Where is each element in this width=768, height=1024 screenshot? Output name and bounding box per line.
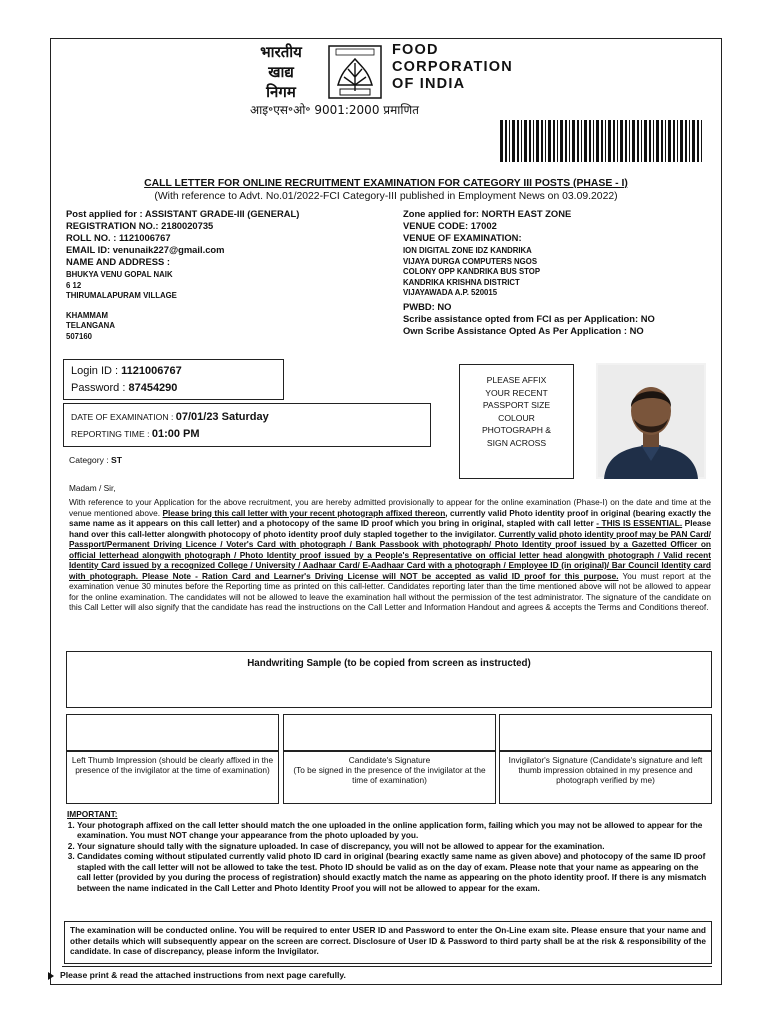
barcode-bar [572, 120, 575, 162]
password [71, 380, 283, 397]
barcode-bar [565, 120, 567, 162]
photo-instruction-line: PASSPORT SIZE [482, 400, 551, 410]
admission-instructions [69, 497, 711, 613]
venue-line: KANDRIKA KRISHNA DISTRICT [403, 277, 520, 287]
arrow-right-icon [48, 972, 54, 980]
barcode-bar [557, 120, 558, 162]
thumb-impression-box [66, 714, 279, 751]
candidate-photo [596, 363, 706, 479]
invigilator-signature-caption: Invigilator's Signature (Candidate's signature and left thumb impression obtained in my presence and photograph verified by me) [508, 755, 703, 785]
barcode-bar [596, 120, 599, 162]
name-address-label: NAME AND ADDRESS : [66, 256, 170, 267]
exam-schedule-box [63, 403, 431, 447]
barcode-bar [617, 120, 618, 162]
barcode-bar [536, 120, 539, 162]
login-box [63, 359, 284, 400]
login-id-value: 1121006767 [121, 365, 182, 377]
thumb-impression-caption: Left Thumb Impression (should be clearly affixed in the presence of the invigilator at the time of examination) [71, 755, 274, 775]
barcode-bar [608, 120, 611, 162]
password-value: 87454290 [128, 382, 178, 394]
barcode-bar [605, 120, 606, 162]
photo-instruction-line: COLOUR [498, 412, 535, 423]
login-id [71, 363, 283, 380]
barcode-bar [677, 120, 678, 162]
barcode-bar [661, 120, 663, 162]
barcode-bar [601, 120, 603, 162]
barcode-bar [656, 120, 659, 162]
address-line: TELANGANA [66, 321, 115, 330]
iso-certification: आइ॰एस॰ओ॰ 9001:2000 प्रमाणित [250, 103, 420, 117]
address-line: KHAMMAM [66, 310, 109, 320]
photo-instruction-line: PHOTOGRAPH & [481, 425, 552, 435]
barcode-bar [500, 120, 503, 162]
barcode-bar [545, 120, 546, 162]
barcode-bar [668, 120, 671, 162]
important-item: 2. Your signature should tally with the signature uploaded. In case of discrepancy, you will not be allowed to appear for the examination. [77, 841, 713, 852]
hindi-name-line: खाद्य [268, 63, 294, 81]
barcode-bar [673, 120, 675, 162]
barcode-bar [569, 120, 570, 162]
photo-instruction-line: SIGN ACROSS [486, 437, 547, 448]
venue-details [403, 208, 655, 337]
english-name-line: CORPORATION [392, 59, 513, 75]
barcode-bar [620, 120, 623, 162]
instruction-text-bold: , currently valid Photo identity proof in original (bearing exactly the same name as it appears on this call letter) and a photocopy of the same ID proof which you bring in original, stapled with call letter [69, 507, 712, 528]
barcode-bar [685, 120, 687, 162]
barcode-bar [533, 120, 534, 162]
english-name-line: FOOD [392, 42, 439, 58]
candidate-signature-box [283, 714, 496, 751]
barcode-icon [500, 120, 706, 162]
instruction-text-bold: Currently valid photo identity proof may be PAN Card/ Passport/Permanent Driving Licence / Voter's Card with photograph / Bank Passbook with photograph/ Photo Identity proof issued by a Gazetted Officer on official letterhead alongwith photograph / Photo Identity proof issued by a People's Representative on official letter head alongwith photograph / Valid recent Identity Card issued by a recognized College / University / Aadhaar Card/ E-Aadhaar Card with a photograph / Employee ID (in original)/ Bar Council Identity card with photograph. Please Note - Ration Card and Learner's Driving License will NOT be accepted as valid ID proof for this purpose. [69, 528, 711, 581]
barcode-bar [548, 120, 551, 162]
venue-line: VIJAYA DURGA COMPUTERS NGOS [403, 256, 538, 266]
barcode-bar [641, 120, 642, 162]
barcode-bar [560, 120, 563, 162]
reporting-time-value: 01:00 PM [151, 428, 200, 440]
barcode-bar [613, 120, 615, 162]
instruction-text-bold: Please bring this call letter with your recent photograph affixed thereon [162, 507, 446, 518]
barcode-bar [649, 120, 651, 162]
candidate-details [66, 208, 299, 342]
barcode-bar [529, 120, 531, 162]
roll-number: ROLL NO. : 1121006767 [66, 232, 171, 243]
barcode-bar [581, 120, 582, 162]
registration-number: REGISTRATION NO.: 2180020735 [66, 220, 214, 231]
barcode-bar [517, 120, 519, 162]
instruction-text-bold: Please hand over this call-letter alongwith photocopy of photo identity proof duly stapled together to the invigilator. [69, 518, 711, 539]
barcode-bar [593, 120, 594, 162]
barcode-bar [653, 120, 654, 162]
login-id-label: Login ID : [71, 365, 122, 377]
barcode-bar [689, 120, 690, 162]
address-line: THIRUMALAPURAM VILLAGE [66, 291, 177, 300]
barcode-bar [524, 120, 527, 162]
barcode-bar [625, 120, 627, 162]
important-item: 1. Your photograph affixed on the call letter should match the one uploaded in the online application form, failing which you may not be allowed to appear for the examination. You must NOT change your appearance from the photo uploaded by you. [77, 820, 713, 841]
category [69, 455, 122, 465]
address-line: BHUKYA VENU GOPAL NAIK [66, 270, 173, 279]
pwbd-status: PWBD: NO [403, 300, 452, 312]
venue-label: VENUE OF EXAMINATION: [403, 232, 522, 243]
barcode-bar [692, 120, 695, 162]
english-org-name [392, 42, 513, 93]
barcode-bar [680, 120, 683, 162]
zone-applied: Zone applied for: NORTH EAST ZONE [403, 208, 572, 219]
post-applied: Post applied for : ASSISTANT GRADE-III (GENERAL) [66, 208, 300, 219]
instruction-text: With reference to your Application for the above recruitment, you are hereby admitted provisionally to appear for the online examination (Phase-I) on the date and time at the venue mentioned above. [69, 497, 711, 518]
important-section [67, 809, 713, 893]
password-label: Password : [71, 382, 129, 394]
reporting-time-label: REPORTING TIME : [71, 429, 152, 439]
barcode-bar [697, 120, 699, 162]
important-heading: IMPORTANT: [67, 809, 118, 819]
photo-affix-box [459, 364, 574, 479]
invigilator-signature-caption-box [499, 751, 712, 804]
online-exam-note-box [64, 921, 712, 964]
barcode-bar [637, 120, 639, 162]
important-item: 3. Candidates coming without stipulated currently valid photo ID card in original (bearing exactly same name as given above) and photocopy of the same ID proof stapled with the call letter will not be allowed to take the test. Photo ID should be valid as on the day of exam. Please note that your name as appearing on the call letter (provided by you during the process of registration) should exactly match the name as appearing on the photo identity proof. If there is any mismatch between the name indicated in the Call Letter and Photo Identity Proof you will not be allowed to appear for the exam. [77, 851, 713, 893]
exam-date [71, 409, 430, 426]
venue-line: ION DIGITAL ZONE IDZ KANDRIKA [403, 246, 532, 255]
email-id: EMAIL ID: venunaik227@gmail.com [66, 244, 225, 255]
thumb-impression-caption-box [66, 751, 279, 804]
english-name-line: OF INDIA [392, 76, 466, 92]
invigilator-signature-box [499, 714, 712, 751]
category-label: Category : [69, 455, 112, 465]
document-subtitle: (With reference to Advt. No.01/2022-FCI Category-III published in Employment News on 03.09.2022) [154, 191, 618, 202]
barcode-bar [505, 120, 507, 162]
barcode-bar [521, 120, 522, 162]
barcode-bar [629, 120, 630, 162]
barcode-bar [584, 120, 587, 162]
candidate-signature-caption-box [283, 751, 496, 804]
scribe-own: Own Scribe Assistance Opted As Per Application : NO [403, 324, 644, 336]
hindi-name-line: भारतीय [260, 43, 302, 61]
scribe-fci: Scribe assistance opted from FCI as per Application: NO [403, 312, 655, 324]
venue-line: COLONY OPP KANDRIKA BUS STOP [403, 267, 541, 276]
barcode-bar [577, 120, 579, 162]
barcode-bar [509, 120, 510, 162]
barcode-bar [701, 120, 702, 162]
footer-note [48, 970, 346, 980]
barcode-bar [632, 120, 635, 162]
photo-instruction-line: YOUR RECENT [485, 387, 548, 398]
reporting-time [71, 426, 430, 443]
category-value: ST [111, 455, 123, 465]
instruction-text-bold: - THIS IS ESSENTIAL. [596, 518, 683, 528]
hindi-org-name [237, 42, 325, 102]
exam-date-value: 07/01/23 Saturday [175, 411, 269, 423]
venue-line: VIJAYAWADA A.P. 520015 [403, 288, 498, 297]
photo-instruction-line: PLEASE AFFIX [486, 375, 547, 385]
barcode-bar [541, 120, 543, 162]
online-exam-note: The examination will be conducted online. You will be required to enter USER ID and Password to enter the On-Line exam site. Please ensure that your name and other details which will subsequently appear on the screen are correct. Disclosure of User ID & Password to third party shall be at the risk & responsibility of the candidate. In case of discrepancy, please inform the Invigilator. [70, 925, 706, 957]
handwriting-sample-box [66, 651, 712, 708]
barcode-bar [644, 120, 647, 162]
important-list [67, 820, 713, 894]
barcode-bar [665, 120, 666, 162]
barcode-bar [553, 120, 555, 162]
footer-note-text: Please print & read the attached instructions from next page carefully. [60, 970, 346, 980]
fci-emblem-icon [328, 45, 382, 99]
salutation: Madam / Sir, [69, 483, 116, 493]
barcode-bar [589, 120, 591, 162]
footer-divider [62, 966, 712, 967]
barcode-bar [512, 120, 515, 162]
handwriting-label: Handwriting Sample (to be copied from screen as instructed) [247, 658, 531, 669]
exam-date-label: DATE OF EXAMINATION : [71, 412, 176, 422]
candidate-signature-caption: Candidate's Signature (To be signed in the presence of the invigilator at the time of examination) [293, 755, 486, 785]
document-title: CALL LETTER FOR ONLINE RECRUITMENT EXAMINATION FOR CATEGORY III POSTS (PHASE - I) [144, 178, 628, 189]
address-line: 507160 [66, 331, 93, 341]
hindi-name-line: निगम [266, 83, 296, 101]
venue-code: VENUE CODE: 17002 [403, 220, 497, 231]
address-line: 6 12 [66, 280, 82, 290]
instruction-text: You must report at the examination venue 30 minutes before the Reporting time as printed on this call-letter. Candidates reporting later than the time mentioned above will not be allowed to appear for the online examination. The candidates will not be allowed to leave the examination hall without the permission of the test administrator. The signature of the candidate on this Call Letter will also signify that the candidate has read the instructions on the Call Letter and Information Handout and agrees & accepts the Terms and Conditions thereof. [69, 570, 712, 612]
